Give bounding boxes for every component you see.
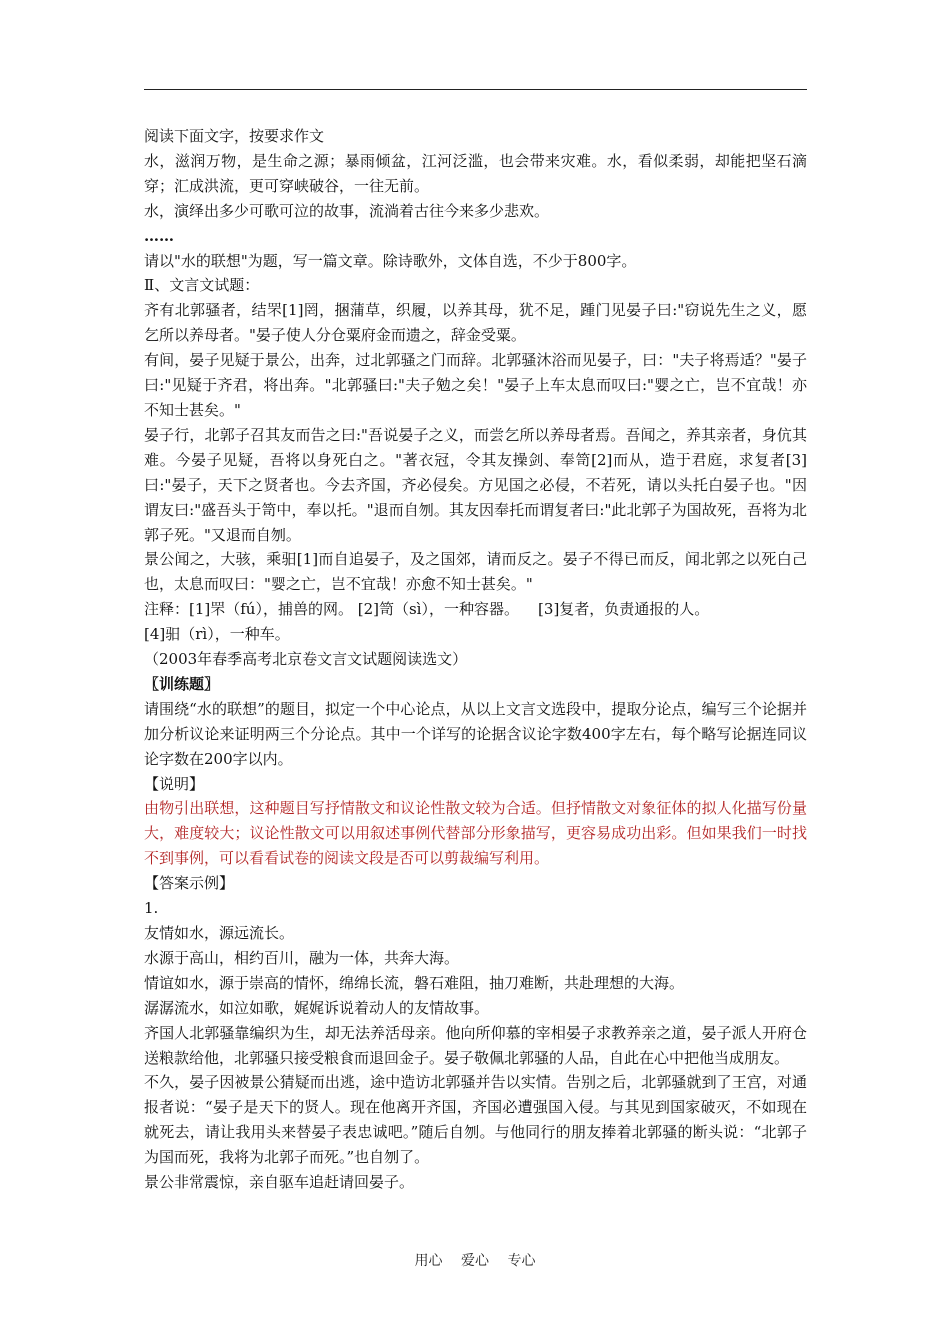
ellipsis-line: …… xyxy=(144,226,174,245)
paragraph: 请围绕“水的联想”的题目，拟定一个中心论点，从以上文言文选段中，提取分论点，编写三个论据并加分析议论来证明两三个分论点。其中一个详写的论据含议论字数400字左右，每个略写论据连同议论字数在200字以内。 xyxy=(144,699,807,768)
answer-number: 1. xyxy=(144,899,159,918)
paragraph: 友情如水，源远流长。 xyxy=(144,924,295,942)
paragraph: 不久，晏子因被景公猜疑而出逃，途中造访北郭骚并告以实情。告别之后，北郭骚就到了王宫，对通报者说：“晏子是天下的贤人。现在他离开齐国，齐国必遭强国入侵。与其见到国家破灭，不如现在就死去，请让我用头来替晏子表忠诚吧。”随后自刎。与他同行的朋友捧着北郭骚的断头说：“北郭子为国而死，我将为北郭子而死。”也自刎了。 xyxy=(144,1073,807,1167)
paragraph: 情谊如水，源于崇高的情怀，绵绵长流，磐石难阻，抽刀难断，共赴理想的大海。 xyxy=(144,973,685,992)
answer-heading: 【答案示例】 xyxy=(144,874,235,893)
section-heading: Ⅱ、文言文试题： xyxy=(144,276,260,295)
document-body xyxy=(144,124,807,1195)
source-line: （2003年春季高考北京卷文言文试题阅读选文） xyxy=(144,650,468,669)
explanation-text: 由物引出联想，这种题目写抒情散文和议论性散文较为合适。但抒情散文对象征体的拟人化描写份量大，难度较大；议论性散文可以用叙述事例代替部分形象描写，更容易成功出彩。但如果我们一时找不到事例，可以看看试卷的阅读文段是否可以剪裁编写利用。 xyxy=(144,799,807,868)
paragraph: 景公闻之，大骇，乘驲[1]而自追晏子，及之国郊，请而反之。晏子不得已而反，闻北郭之以死白己也，太息而叹曰："婴之亡，岂不宜哉！亦愈不知士甚矣。" xyxy=(144,550,807,594)
page-footer: 用心 爱心 专心 xyxy=(414,1253,536,1269)
header-rule xyxy=(144,89,807,90)
paragraph: 景公非常震惊，亲自驱车追赶请回晏子。 xyxy=(144,1173,415,1192)
notes-line: [4]驲（rì），一种车。 xyxy=(144,625,290,644)
paragraph: 水源于高山，相约百川，融为一体，共奔大海。 xyxy=(144,948,460,967)
paragraph: 阅读下面文字，按要求作文 xyxy=(144,127,325,145)
paragraph: 潺潺流水，如泣如歌，娓娓诉说着动人的友情故事。 xyxy=(144,998,490,1017)
paragraph: 水，演绎出多少可歌可泣的故事，流淌着古往今来多少悲欢。 xyxy=(144,201,550,220)
paragraph: 水，滋润万物，是生命之源；暴雨倾盆，江河泛滥，也会带来灾难。水，看似柔弱，却能把坚石滴穿；汇成洪流，更可穿峡破谷，一往无前。 xyxy=(144,151,807,195)
paragraph: 齐有北郭骚者，结罘[1]罔，捆蒲草，织履，以养其母，犹不足，踵门见晏子曰:"窃说先生之义，愿乞所以养母者。"晏子使人分仓粟府金而遗之，辞金受粟。 xyxy=(144,301,807,345)
notes-line: 注释：[1]罘（fú），捕兽的网。 [2]笥（sì），一种容器。 [3]复者，负责通报的人。 xyxy=(144,600,710,619)
explanation-heading: 【说明】 xyxy=(144,774,205,793)
training-heading: 〖训练题〗 xyxy=(144,674,220,693)
paragraph: 请以"水的联想"为题，写一篇文章。除诗歌外，文体自选，不少于800字。 xyxy=(144,251,637,270)
paragraph: 有间，晏子见疑于景公，出奔，过北郭骚之门而辞。北郭骚沐浴而见晏子，曰："夫子将焉适？"晏子曰:"见疑于齐君，将出奔。"北郭骚曰:"夫子勉之矣！"晏子上车太息而叹曰:"婴之亡，岂不宜哉！亦不知士甚矣。" xyxy=(144,351,807,419)
paragraph: 晏子行，北郭子召其友而告之曰:"吾说晏子之义，而尝乞所以养母者焉。吾闻之，养其亲者，身伉其难。今晏子见疑，吾将以身死白之。"著衣冠，令其友操剑、奉笥[2]而从，造于君庭，求复者[3]曰:"晏子，天下之贤者也。今去齐国，齐必侵矣。方见国之必侵，不若死，请以头托白晏子也。"因谓友曰:"盛吾头于笥中，奉以托。"退而自刎。其友因奉托而谓复者曰:"此北郭子为国故死，吾将为北郭子死。"又退而自刎。 xyxy=(144,425,807,544)
paragraph: 齐国人北郭骚靠编织为生，却无法养活母亲。他向所仰慕的宰相晏子求教养亲之道，晏子派人开府仓送粮款给他，北郭骚只接受粮食而退回金子。晏子敬佩北郭骚的人品，自此在心中把他当成朋友。 xyxy=(144,1023,807,1067)
